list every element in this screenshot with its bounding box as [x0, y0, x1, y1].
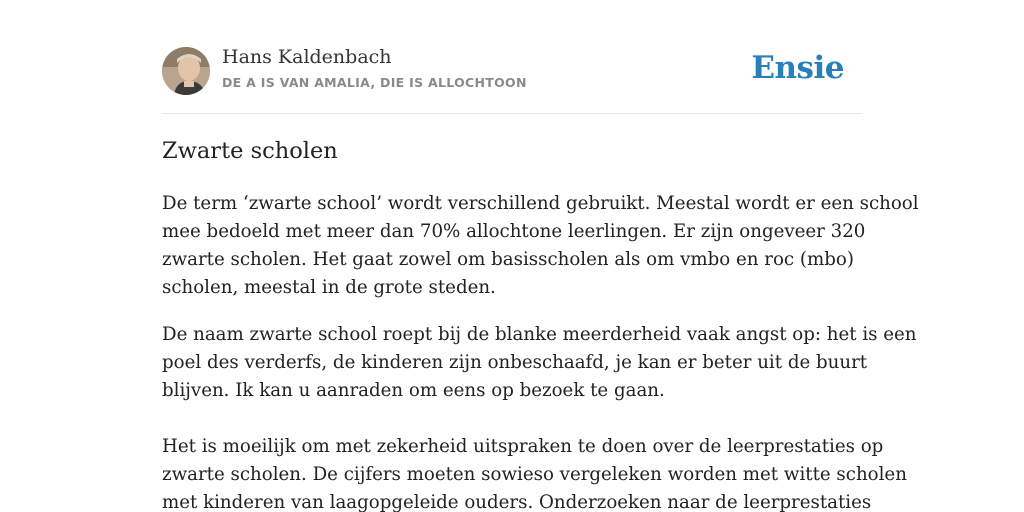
text-line: De naam zwarte school roept bij de blanke meerderheid vaak angst op: het is een	[162, 324, 917, 345]
brand-logo[interactable]: Ensie	[751, 50, 844, 86]
article-body	[162, 190, 919, 512]
text-line: Het is moeilijk om met zekerheid uitspraken te doen over de leerprestaties op	[162, 436, 884, 457]
paragraph-2	[162, 321, 917, 405]
text-line: zwarte scholen. Het gaat zowel om basisscholen als om vmbo en roc (mbo)	[162, 249, 854, 270]
text-line: blijven. Ik kan u aanraden om eens op bezoek te gaan.	[162, 380, 665, 401]
paragraph-3	[162, 433, 907, 512]
text-line: poel des verderfs, de kinderen zijn onbeschaafd, je kan er beter uit de buurt	[162, 352, 868, 373]
article-title: Zwarte scholen	[162, 138, 338, 164]
paragraph-1	[162, 190, 919, 302]
text-line: mee bedoeld met meer dan 70% allochtone leerlingen. Er zijn ongeveer 320	[162, 221, 866, 242]
author-photo-icon	[162, 47, 210, 95]
divider	[162, 113, 862, 114]
text-line: scholen, meestal in de grote steden.	[162, 277, 496, 298]
avatar[interactable]	[162, 47, 210, 95]
text-line: De term ‘zwarte school’ wordt verschillend gebruikt. Meestal wordt er een school	[162, 193, 919, 214]
text-line: met kinderen van laagopgeleide ouders. Onderzoeken naar de leerprestaties	[162, 492, 872, 512]
author-header	[162, 46, 862, 96]
text-line: zwarte scholen. De cijfers moeten sowieso vergeleken worden met witte scholen	[162, 464, 907, 485]
author-tagline: DE A IS VAN AMALIA, DIE IS ALLOCHTOON	[222, 75, 527, 90]
author-name[interactable]: Hans Kaldenbach	[222, 46, 392, 68]
